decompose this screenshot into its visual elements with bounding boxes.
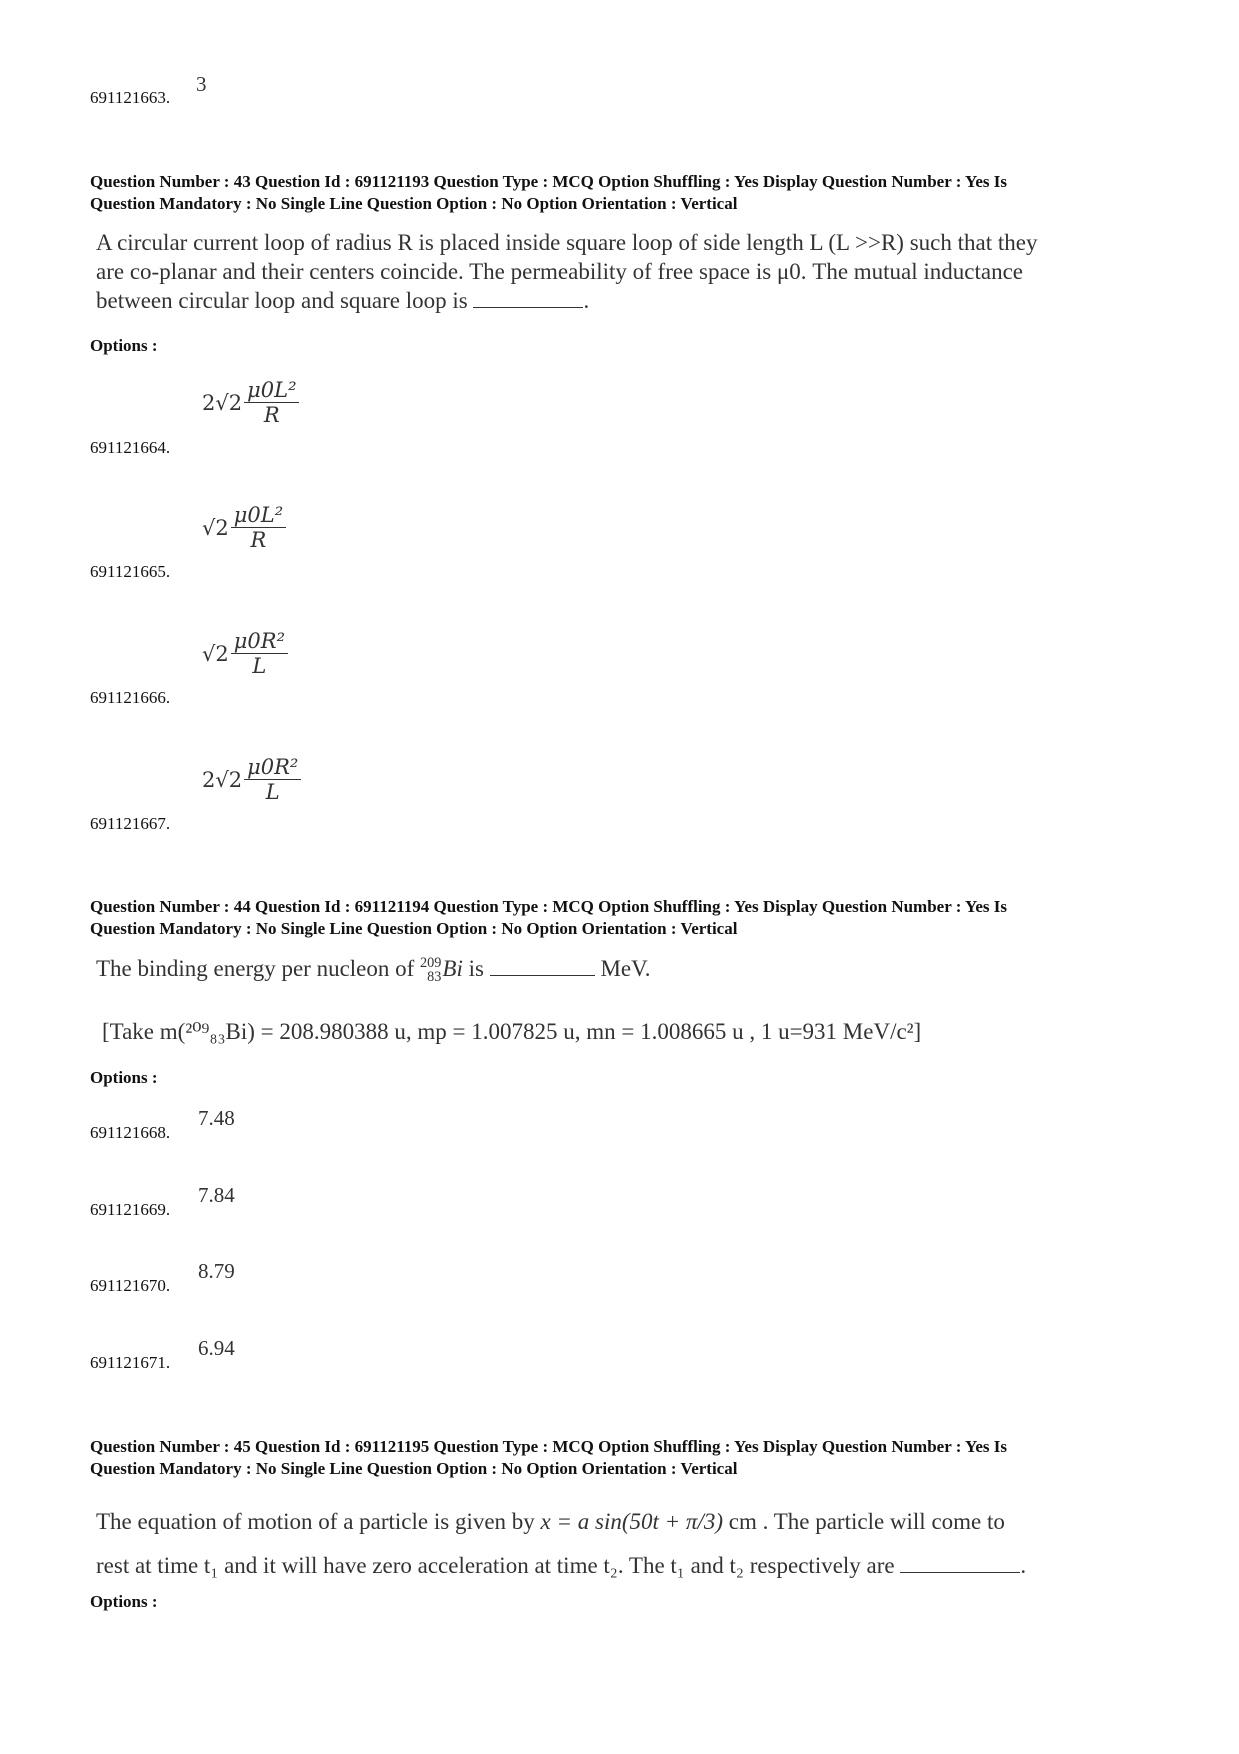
option-id: 691121670.: [90, 1276, 171, 1295]
option-id: 691121665.: [90, 562, 171, 581]
option-value: 7.84: [198, 1183, 235, 1207]
question-line: A circular current loop of radius R is placed inside square loop of side length L (L >>R) such that they: [96, 230, 1038, 255]
given-data: [Take m(²⁰⁹₈₃Bi) = 208.980388 u, mp = 1.007825 u, mn = 1.008665 u , 1 u=931 MeV/c²]: [102, 1019, 922, 1044]
option-denominator: R: [263, 403, 280, 427]
question-meta: [90, 1436, 1170, 1480]
option-formula: [202, 378, 299, 427]
option-numerator: μ0R²: [231, 629, 288, 654]
option-numerator: μ0L²: [244, 378, 299, 403]
option-coefficient: √2: [202, 515, 229, 540]
option-value: 7.48: [198, 1106, 235, 1130]
meta-line: Question Number : 45 Question Id : 691121195 Question Type : MCQ Option Shuffling : Yes Display Question Number : Yes Is: [90, 1437, 1008, 1456]
answer-blank: [473, 306, 583, 308]
option-value: 6.94: [198, 1336, 235, 1360]
option-id: 691121664.: [90, 438, 171, 457]
option-denominator: L: [252, 654, 267, 678]
option-id: 691121666.: [90, 688, 171, 707]
mass-number: 209: [420, 955, 442, 972]
question-text: [96, 954, 1176, 984]
question-text: A circular current loop of radius R is placed inside square loop of side length L (L >>R) such that they are co-planar and their centers coincide. The permeability of free space is μ0. The mutual inductance between circular loop and square loop is .: [96, 228, 1176, 315]
question-line: are co-planar and their centers coincide. The permeability of free space is μ0. The mutual inductance: [96, 259, 1024, 284]
question-text-part: The equation of motion of a particle is given by: [96, 1509, 535, 1534]
option-id: 691121668.: [90, 1123, 171, 1142]
option-denominator: R: [250, 528, 267, 552]
meta-line: Question Mandatory : No Single Line Question Option : No Option Orientation : Vertical: [90, 194, 738, 213]
options-label: Options :: [90, 1068, 158, 1087]
question-text-part: MeV.: [600, 956, 651, 981]
option-coefficient: 2√2: [202, 390, 243, 415]
option-numerator: μ0L²: [231, 503, 286, 528]
option-id: 691121667.: [90, 814, 171, 833]
answer-blank: [900, 1571, 1020, 1573]
question-meta: [90, 896, 1170, 940]
option-formula: [202, 755, 301, 804]
option-numerator: μ0R²: [244, 755, 301, 780]
equation: x = a sin(50t + π/3): [540, 1509, 724, 1534]
question-text-part: The binding energy per nucleon of: [96, 956, 415, 981]
option-value: 8.79: [198, 1259, 235, 1283]
option-id: 691121663.: [90, 88, 171, 107]
meta-line: Question Number : 43 Question Id : 691121193 Question Type : MCQ Option Shuffling : Yes Display Question Number : Yes Is: [90, 172, 1008, 191]
question-text: The equation of motion of a particle is given by x = a sin(50t + π/3) cm . The particle will come to rest at time t₁ and it will have zero acceleration at time t₂. The t₁ and t₂ respectively are .: [96, 1509, 1027, 1578]
meta-line: Question Number : 44 Question Id : 691121194 Question Type : MCQ Option Shuffling : Yes Display Question Number : Yes Is: [90, 897, 1008, 916]
option-id: 691121669.: [90, 1200, 171, 1219]
option-formula: [202, 629, 288, 678]
question-line: rest at time t₁ and it will have zero acceleration at time t₂. The t₁ and t₂ respectively are: [96, 1553, 895, 1578]
option-value: 3: [196, 72, 207, 96]
isotope-numbers: [420, 957, 441, 984]
option-coefficient: 2√2: [202, 767, 243, 792]
question-text-part: is: [468, 956, 484, 981]
meta-line: Question Mandatory : No Single Line Question Option : No Option Orientation : Vertical: [90, 919, 738, 938]
question-line: between circular loop and square loop is: [96, 288, 468, 313]
atomic-number: 83: [427, 968, 442, 985]
option-formula: [202, 503, 286, 552]
option-id: 691121671.: [90, 1353, 171, 1372]
question-meta: [90, 171, 1170, 215]
meta-line: Question Mandatory : No Single Line Question Option : No Option Orientation : Vertical: [90, 1459, 738, 1478]
element-symbol: Bi: [442, 956, 463, 981]
option-denominator: L: [265, 780, 280, 804]
question-text-part: cm . The particle will come to: [728, 1509, 1005, 1534]
answer-blank: [490, 974, 595, 976]
options-label: Options :: [90, 1592, 158, 1611]
option-coefficient: √2: [202, 641, 229, 666]
options-label: Options :: [90, 336, 158, 355]
